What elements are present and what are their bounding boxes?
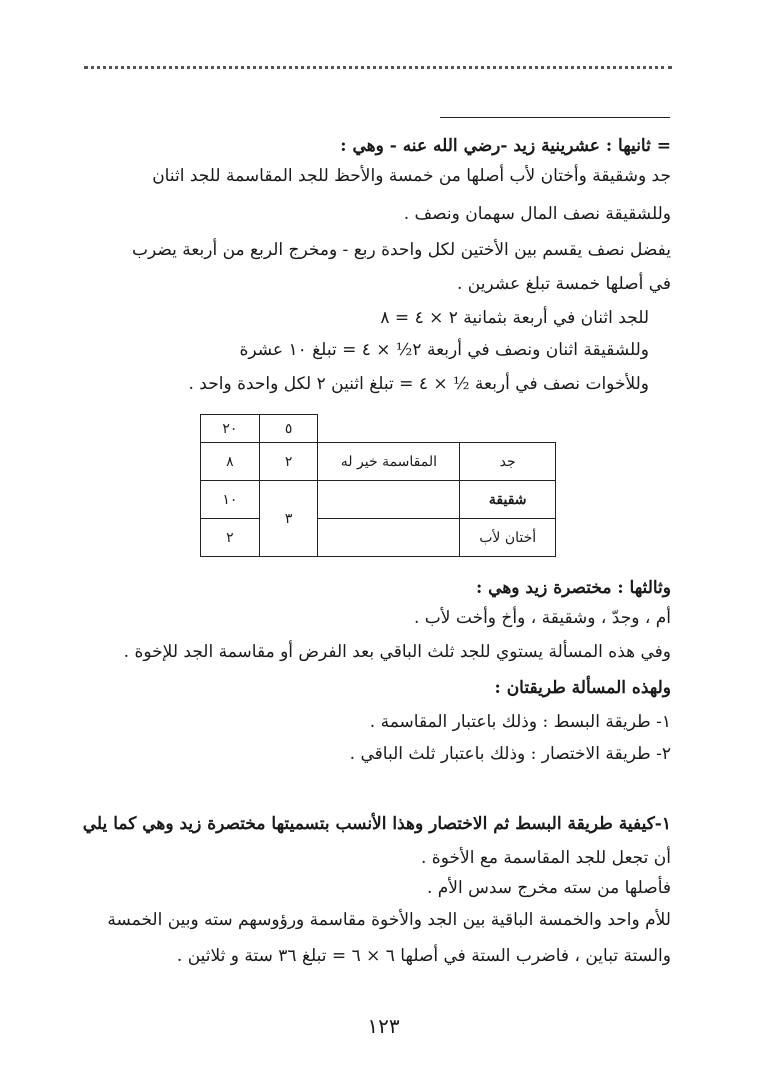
dotted-separator: [84, 66, 672, 73]
section-heading-method: ١-كيفية طريقة البسط ثم الاختصار وهذا الأنسب بتسميتها مختصرة زيد وهي كما يلي: [82, 814, 671, 834]
paragraph-line: فأصلها من سته مخرج سدس الأم .: [426, 878, 671, 898]
section-heading-second: = ثانيها : عشرينية زيد -رضي الله عنه - وهي :: [340, 136, 671, 156]
calculation-line: وللشقيقة اثنان ونصف في أربعة ٢½ × ٤ = تبلغ ١٠ عشرة: [239, 340, 649, 360]
paragraph-line: ولهذه المسألة طريقتان :: [494, 678, 671, 698]
total-cell: ٨: [201, 443, 260, 481]
note-cell: المقاسمة خير له: [318, 443, 460, 481]
share-cell: ٢: [259, 443, 318, 481]
note-cell: [318, 481, 460, 519]
paragraph-line: للأم واحد والخمسة الباقية بين الجد والأخوة مقاسمة ورؤوسهم سته وبين الخمسة: [107, 910, 671, 930]
section-heading-third: وثالثها : مختصرة زيد وهي :: [475, 578, 671, 598]
total-cell: ٢: [201, 519, 260, 557]
table-row: [201, 481, 556, 519]
total-cell: ١٠: [201, 481, 260, 519]
paragraph-line: وفي هذه المسألة يستوي للجد ثلث الباقي بعد الفرض أو مقاسمة الجد للإخوة .: [123, 642, 671, 662]
heir-cell: شقيقة: [460, 481, 556, 519]
page-number: ١٢٣: [367, 1014, 400, 1038]
horizontal-rule: [440, 117, 670, 118]
heir-cell: جد: [460, 443, 556, 481]
method-item: ٢- طريقة الاختصار : وذلك باعتبار ثلث الباقي .: [349, 744, 671, 764]
table-base-cell: ٥: [259, 415, 318, 443]
paragraph-line: يفضل نصف يقسم بين الأختين لكل واحدة ربع - ومخرج الربع من أربعة يضرب: [131, 240, 671, 260]
method-item: ١- طريقة البسط : وذلك باعتبار المقاسمة .: [369, 712, 671, 732]
table-row: [201, 519, 556, 557]
paragraph-line: أم ، وجدّ ، وشقيقة ، وأخ وأخت لأب .: [413, 608, 671, 628]
paragraph-line: وللشقيقة نصف المال سهمان ونصف .: [403, 204, 671, 224]
calculation-line: وللأخوات نصف في أربعة ½ × ٤ = تبلغ اثنين ٢ لكل واحدة واحد .: [188, 374, 649, 394]
paragraph-line: والستة تباين ، فاضرب الستة في أصلها ٦ × ٦ = تبلغ ٣٦ ستة و ثلاثين .: [176, 946, 671, 966]
share-cell: ٣: [259, 481, 318, 557]
table-base-total-cell: ٢٠: [201, 415, 260, 443]
paragraph-line: في أصلها خمسة تبلغ عشرين .: [456, 274, 671, 294]
note-cell: [318, 519, 460, 557]
heir-cell: أختان لأب: [460, 519, 556, 557]
paragraph-line: أن تجعل للجد المقاسمة مع الأخوة .: [421, 848, 671, 868]
calculation-line: للجد اثنان في أربعة بثمانية ٢ × ٤ = ٨: [380, 308, 649, 328]
inheritance-table: [200, 414, 556, 557]
table-row: [201, 443, 556, 481]
paragraph-line: جد وشقيقة وأختان لأب أصلها من خمسة والأحظ للجد المقاسمة للجد اثنان: [152, 166, 671, 186]
